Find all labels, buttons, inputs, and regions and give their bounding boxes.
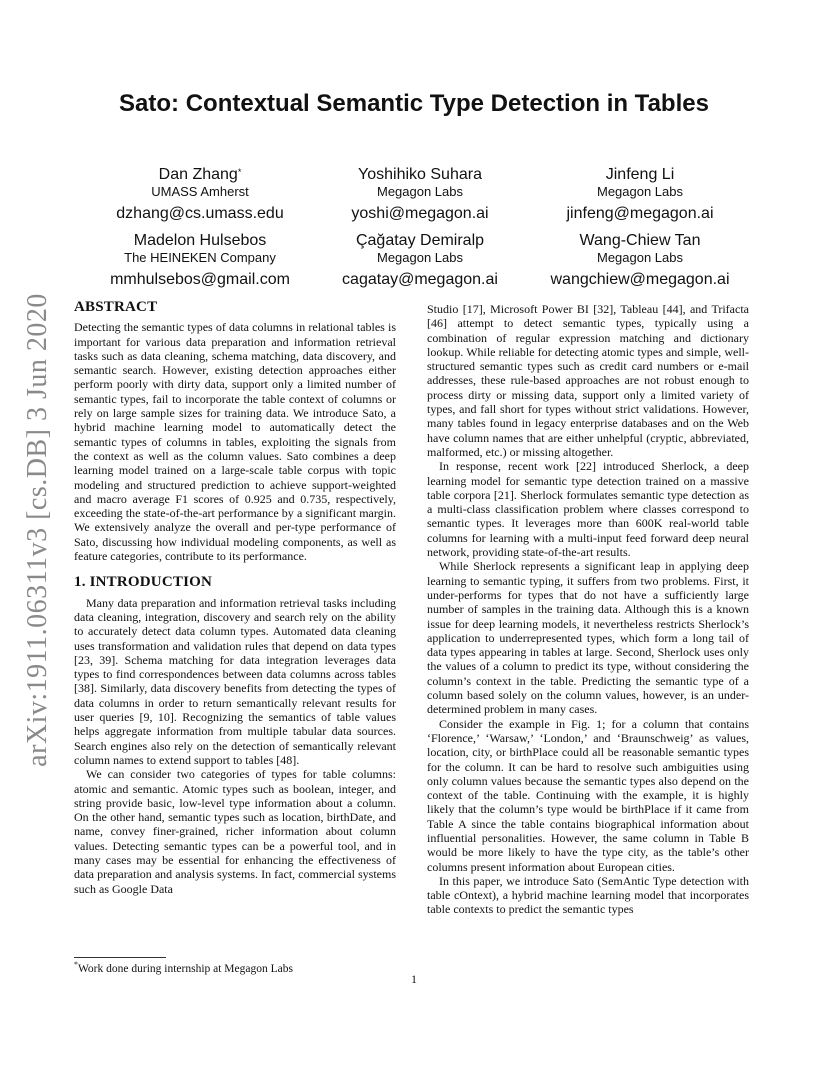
body-paragraph: Studio [17], Microsoft Power BI [32], Tableau [44], and Trifacta [46] attempt to detect semantic types, typically using a combination of regular expression matching and dictionary lookup. While reliable for detecting atomic types and simple, well-structured semantic types such as credit card numbers or e-mail addresses, these rule-based approaches are not robust enough to process dirty or missing data, support only a limited variety of types, and fall short for types without strict validations. However, many tables found in legacy enterprise databases and on the Web have column names that are either unhelpful (cryptic, abbreviated, malformed, etc.) or missing altogether. [427,302,749,459]
author [90,231,310,293]
arxiv-stamp [18,293,58,767]
author-name: Dan Zhang* [158,166,242,183]
abstract-heading: ABSTRACT [74,299,158,315]
author-row-2 [90,231,750,293]
author-name: Jinfeng Li [605,166,675,183]
body-paragraph: In this paper, we introduce Sato (SemAntic Type detection with table cOntext), a hybrid machine learning model that incorporates table contexts to predict the semantic types [427,873,749,917]
body-paragraph: While Sherlock represents a significant leap in applying deep learning to semantic typing, it suffers from two problems. First, it under-performs for types that do not have a sufficiently large number of samples in the training data. Although this is a known issue for deep learning models, it nevertheless restricts Sherlock’s application to underrepresented types, which form a long tail of data types appearing in tables at large. Second, Sherlock uses only the values of a column to predict its type, without considering the column’s context in the table. Predicting the semantic type of a column based solely on the column values, however, is an under-determined problem in many cases. [427,559,749,717]
author [310,165,530,227]
author [530,165,750,227]
right-column [427,302,749,917]
author-row-1 [90,165,750,227]
author-email: wangchiew@megagon.ai [550,271,730,288]
author-affiliation: UMASS Amherst [151,184,249,199]
footnote-rule [74,957,166,958]
author-email: dzhang@cs.umass.edu [116,205,284,222]
arxiv-id: arXiv:1911.06311v3 [cs.DB] 3 Jun 2020 [22,293,53,767]
footnote-mark: * [74,960,78,969]
author-email: mmhulsebos@gmail.com [110,271,290,288]
author-affiliation: Megagon Labs [376,250,463,265]
author-name: Wang-Chiew Tan [579,232,701,249]
abstract-text: Detecting the semantic types of data columns in relational tables is important for various data preparation and information retrieval tasks such as data cleaning, schema matching, data discovery, and semantic search. However, existing detection approaches either perform poorly with dirty data, support only a limited number of semantic types, fail to incorporate the table context of columns or rely on large sample sizes for training data. We introduce Sato, a hybrid machine learning model to automatically detect the semantic types of columns in tables, exploiting the signals from the context as well as the column values. Sato combines a deep learning model trained on a large-scale table corpus with topic modeling and structured prediction to achieve support-weighted and macro average F1 scores of 0.925 and 0.735, respectively, exceeding the state-of-the-art performance by a significant margin. We extensively analyze the overall and per-type performance of Sato, discussing how individual modeling components, as well as feature categories, contribute to its performance. [74,320,396,564]
author [530,231,750,293]
introduction-paragraph: Many data preparation and information retrieval tasks including data cleaning, integration, discovery and search rely on the ability to accurately detect data column types. Automated data cleaning uses transformation and validation rules that depend on data types [23, 39]. Schema matching for data integration leverages data types to find correspondences between data columns across tables [38]. Similarly, data discovery benefits from detecting the types of data columns in order to return semantically relevant results for user queries [9, 10]. Recognizing the semantics of table values helps aggregate information from multiple tabular data sources. Search engines also rely on the detection of semantically relevant column names to extend support to tables [48]. [74,595,396,767]
introduction-heading: 1. INTRODUCTION [74,574,213,591]
author-affiliation: Megagon Labs [596,250,683,265]
author-affiliation: Megagon Labs [596,184,683,199]
body-paragraph: Consider the example in Fig. 1; for a column that contains ‘Florence,’ ‘Warsaw,’ ‘London,’ and ‘Braunschweig’ as values, location, city, or birthPlace could all be reasonable semantic types for the column. It can be hard to resolve such ambiguities using only column values because the semantic types also depend on the context of the table. Continuing with the example, it is highly likely that the column’s type would be birthPlace if it came from Table A since the table contains biographical information about influential personalities. However, the same column in Table B would be more likely to have the type city, as the table’s other columns present information about European cities. [427,716,749,874]
author [90,165,310,227]
paper-title: Sato: Contextual Semantic Type Detection in Tables [119,90,709,117]
author-affiliation: The HEINEKEN Company [124,250,276,265]
left-column [74,300,396,896]
author-name: Çağatay Demiralp [355,232,485,249]
author-name: Madelon Hulsebos [133,232,267,249]
author [310,231,530,293]
author-email: cagatay@megagon.ai [342,271,498,288]
author-footnote-mark: * [237,167,242,177]
author-email: yoshi@megagon.ai [351,205,489,222]
body-paragraph: In response, recent work [22] introduced Sherlock, a deep learning model for semantic type detection trained on a massive table corpora [21]. Sherlock formulates semantic type detection as a multi-class classification problem where classes correspond to semantic types. It leverages more than 600K real-world table columns for learning with a multi-input feed forward deep neural network, providing state-of-the-art results. [427,459,749,560]
author-email: jinfeng@megagon.ai [566,205,714,222]
author-name: Yoshihiko Suhara [358,166,482,183]
introduction-paragraph: We can consider two categories of types for table columns: atomic and semantic. Atomic types such as boolean, integer, and string provide basic, low-level type information about a column. On the other hand, semantic types such as location, birthDate, and name, convey finer-grained, richer information about column values. Detecting semantic types can be a powerful tool, and in many cases may be essential for enhancing the effectiveness of data preparation and analysis systems. In fact, commercial systems such as Google Data [74,767,396,896]
page-number: 1 [411,972,417,986]
author-block [90,165,750,297]
footnote-text: Work done during internship at Megagon Labs [78,962,293,975]
author-affiliation: Megagon Labs [376,184,463,199]
